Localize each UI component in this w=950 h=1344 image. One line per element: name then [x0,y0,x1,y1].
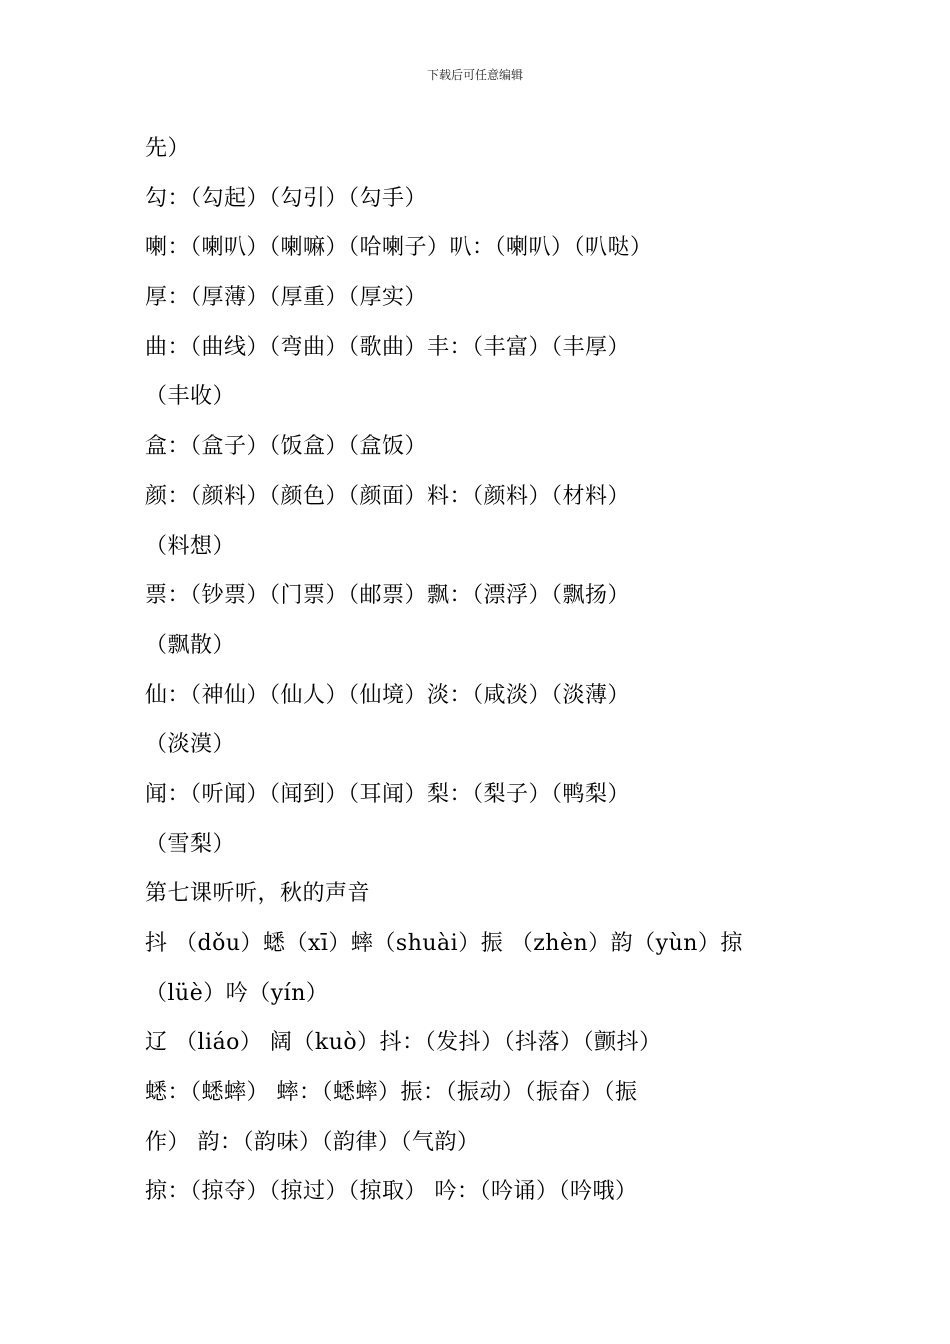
text-line: 颜：（颜料）（颜色）（颜面）料：（颜料）（材料） [145,483,631,509]
text-line: （lüè）吟（yín） [145,980,329,1006]
text-line: 厚：（厚薄）（厚重）（厚实） [145,285,428,311]
text-line: 曲：（曲线）（弯曲）（歌曲）丰：（丰富）（丰厚） [145,334,631,360]
page-header: 下载后可任意编辑 [426,68,523,82]
text-line: 闻：（听闻）（闻到）（耳闻）梨：（梨子）（鸭梨） [145,781,631,807]
text-line: 票：（钞票）（门票）（邮票）飘：（漂浮）（飘扬） [145,583,631,609]
text-line: 喇：（喇叭）（喇嘛）（哈喇子）叭：（喇叭）（叭哒） [145,235,653,261]
text-line: 辽 （liáo） 阔（kuò）抖：（发抖）（抖落）（颤抖） [145,1030,662,1056]
text-line: （雪梨） [145,831,236,857]
text-line: 仙：（神仙）（仙人）（仙境）淡：（咸淡）（淡薄） [145,682,631,708]
text-line: 勾：（勾起）（勾引）（勾手） [145,185,428,211]
text-line: 掠：（掠夺）（掠过）（掠取） 吟：（吟诵）（吟哦） [145,1179,638,1205]
text-line: 盒：（盒子）（饭盒）（盒饭） [145,434,428,460]
text-line: （淡漠） [145,732,236,758]
document-body [145,124,810,1217]
text-line: （料想） [145,533,236,559]
text-line: 蟋：（蟋蟀） 蟀：（蟋蟀）振：（振动）（振奋）（振 [145,1080,638,1106]
lesson-heading: 第七课听听，秋的声音 [145,881,371,907]
text-line: （飘散） [145,632,236,658]
text-line: （丰收） [145,384,236,410]
text-line: 抖 （dǒu）蟋（xī）蟀（shuài）振 （zhèn）韵（yùn）掠 [145,931,743,956]
text-line: 先） [145,136,191,161]
text-line: 作） 韵：（韵味）（韵律）（气韵） [145,1129,480,1155]
